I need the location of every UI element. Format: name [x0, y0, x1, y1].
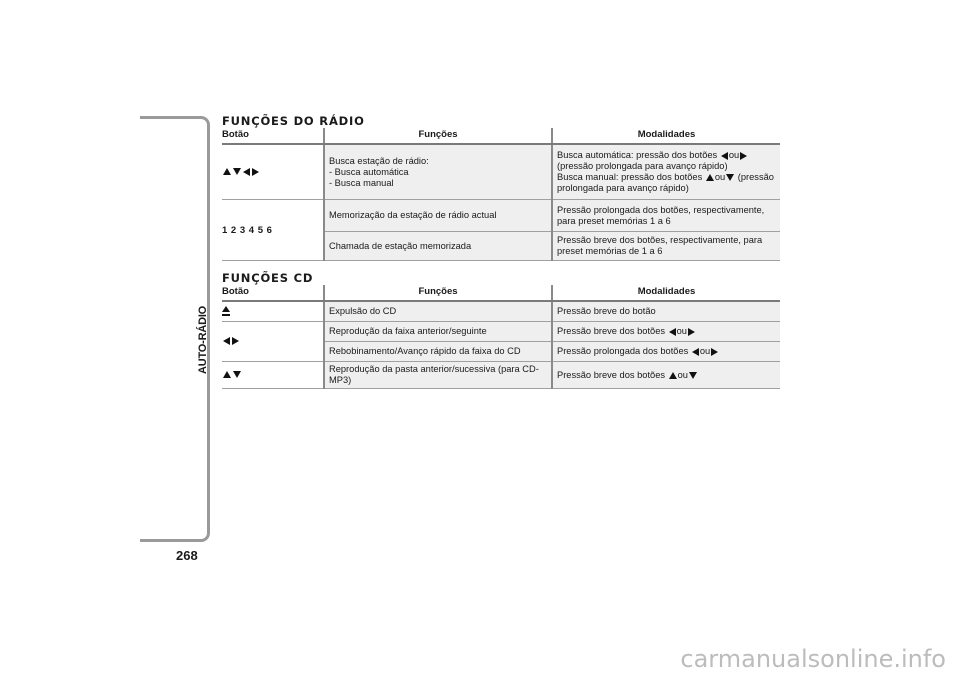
function-line: - Busca automática: [329, 166, 409, 177]
up-arrow-icon: [669, 372, 677, 379]
header-modes: Modalidades: [552, 128, 780, 144]
mode-text: Pressão breve dos botões: [557, 369, 666, 380]
page-number: 268: [176, 548, 198, 563]
table-row: [222, 362, 780, 389]
right-arrow-icon: [252, 168, 259, 176]
header-functions: Funções: [324, 285, 552, 301]
mode-cell: [552, 342, 780, 362]
table-row: [222, 322, 780, 342]
down-arrow-icon: [726, 174, 734, 181]
down-arrow-icon: [233, 168, 241, 175]
mode-text: ou: [728, 150, 740, 160]
down-arrow-icon: [689, 372, 697, 379]
function-line: Busca estação de rádio:: [329, 155, 429, 166]
function-cell: Rebobinamento/Avanço rápido da faixa do CD: [324, 342, 552, 362]
radio-title: FUNÇÕES DO RÁDIO: [222, 114, 365, 128]
left-arrow-icon: [243, 168, 250, 176]
right-arrow-icon: [740, 152, 747, 160]
right-arrow-icon: [232, 337, 239, 345]
cd-section: [222, 271, 780, 389]
eject-icon: [222, 306, 230, 316]
left-arrow-icon: [223, 337, 230, 345]
header-button: Botão: [222, 128, 324, 144]
down-arrow-icon: [233, 371, 241, 378]
mode-cell: [552, 362, 780, 389]
watermark: carmanualsonline.info: [680, 645, 946, 673]
up-arrow-icon: [223, 371, 231, 378]
function-line: - Busca manual: [329, 177, 394, 188]
mode-text: ou: [676, 326, 687, 336]
table-row: [222, 301, 780, 322]
mode-text: ou: [714, 172, 726, 182]
mode-cell: Pressão breve dos botões, respectivamente, para preset memórias de 1 a 6: [552, 232, 780, 261]
radio-header-row: [222, 128, 780, 144]
header-functions: Funções: [324, 128, 552, 144]
button-cell: [222, 144, 324, 200]
mode-text: ou: [677, 369, 688, 380]
cd-header-row: [222, 285, 780, 301]
section-label: AUTO-RÁDIO: [197, 305, 209, 375]
cd-title: FUNÇÕES CD: [222, 271, 314, 285]
right-arrow-icon: [711, 348, 718, 356]
mode-cell: Pressão breve do botão: [552, 301, 780, 322]
function-cell: Memorização da estação de rádio actual: [324, 200, 552, 232]
mode-text: Busca manual: pressão dos botões: [557, 172, 703, 182]
mode-cell: Pressão prolongada dos botões, respectivamente, para preset memórias 1 a 6: [552, 200, 780, 232]
preset-buttons: 1 2 3 4 5 6: [222, 200, 324, 261]
header-button: Botão: [222, 285, 324, 301]
function-cell: Reprodução da pasta anterior/sucessiva (para CD-MP3): [324, 362, 552, 389]
left-arrow-icon: [669, 328, 676, 336]
button-cell: [222, 301, 324, 322]
mode-text: Busca automática: pressão dos botões: [557, 150, 718, 160]
left-arrow-icon: [692, 348, 699, 356]
function-cell: Chamada de estação memorizada: [324, 232, 552, 261]
mode-text: ou: [699, 346, 711, 356]
mode-text: Pressão prolongada dos botões: [557, 346, 689, 356]
table-row: [222, 144, 780, 200]
up-arrow-icon: [706, 174, 714, 181]
mode-cell: [552, 322, 780, 342]
left-arrow-icon: [721, 152, 728, 160]
button-cell: [222, 322, 324, 362]
function-cell: Reprodução da faixa anterior/seguinte: [324, 322, 552, 342]
section-tab: [196, 300, 210, 380]
function-cell: [324, 144, 552, 200]
table-row: [222, 200, 780, 232]
mode-text: (pressão prolongada para avanço rápido): [557, 161, 728, 171]
header-modes: Modalidades: [552, 285, 780, 301]
cd-table: [222, 285, 780, 389]
mode-text: Pressão breve dos botões: [557, 326, 666, 336]
mode-cell: [552, 144, 780, 200]
function-cell: Expulsão do CD: [324, 301, 552, 322]
radio-table: [222, 128, 780, 261]
mode-text: (pressão prolongada para avanço rápido): [557, 172, 774, 193]
up-arrow-icon: [223, 168, 231, 175]
button-cell: [222, 362, 324, 389]
radio-section: [222, 114, 780, 261]
right-arrow-icon: [688, 328, 695, 336]
